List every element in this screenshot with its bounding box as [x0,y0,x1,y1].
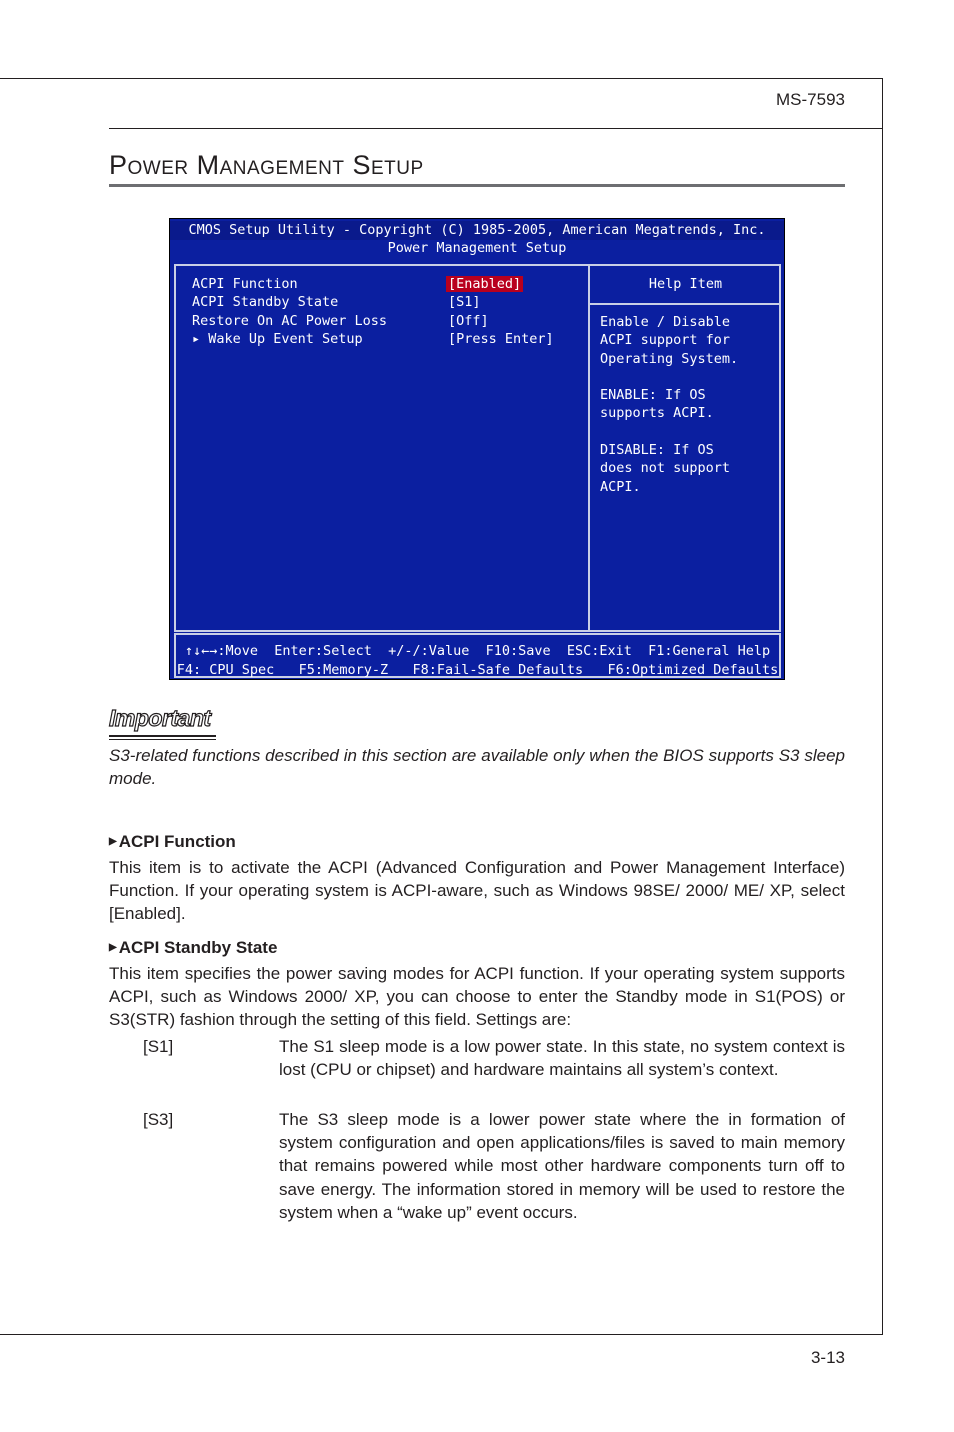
section-heading-acpi-standby-state [109,938,277,958]
bios-value-wake-up-event-setup[interactable]: [Press Enter] [448,331,554,347]
section-body-acpi-function: This item is to activate the ACPI (Advanced Configuration and Power Management Interface) Function. If your operating system is ACPI-aware, such as Windows 98SE/ 2000/ ME/ XP, select [Enabled]. [109,858,845,924]
bios-help-title: Help Item [648,276,723,292]
important-underline-2 [109,739,216,740]
title-underline [109,184,845,187]
section-heading-label: ACPI Function [118,832,236,851]
bios-value-acpi-function[interactable]: [Enabled] [448,276,522,292]
important-heading: Important [109,705,211,731]
setting-key-s3: [S3] [143,1110,174,1129]
triangle-bullet-icon: ▶ [109,942,117,953]
bios-item-wake-up-event-setup[interactable]: ▸ Wake Up Event Setup [192,331,363,347]
bios-footer-keys-line1: ↑↓←→:Move Enter:Select +/-/:Value F10:Save ESC:Exit F1:General Help [184,643,771,659]
setting-key-s1: [S1] [143,1037,174,1056]
bios-header-copyright: CMOS Setup Utility - Copyright (C) 1985-2005, American Megatrends, Inc. [170,221,784,240]
section-heading-label: ACPI Standby State [118,938,278,957]
bios-screen [169,218,785,680]
bios-item-restore-ac-power-loss[interactable]: Restore On AC Power Loss [192,313,388,329]
page-number: 3-13 [810,1348,845,1367]
bios-item-acpi-standby-state[interactable]: ACPI Standby State [192,294,339,310]
right-rule [882,78,883,1334]
bios-help-divider [588,266,590,630]
setting-desc-s3: The S3 sleep mode is a lower power state where the in formation of system configuration and open applications/files is saved to main memory that remains powered while most other hardware components turn off to save energy. The information stored in memory will be used to restore the system when a “wake up” event occurs. [279,1110,845,1222]
bios-item-acpi-function[interactable]: ACPI Function [192,276,298,292]
setting-desc-s1: The S1 sleep mode is a low power state. In this state, no system context is lost (CPU or chipset) and hardware maintains all system’s context. [279,1037,845,1080]
section-heading-acpi-function [109,832,236,852]
bottom-rule [0,1334,883,1335]
top-rule [0,78,883,79]
bios-footer-panel [174,633,781,678]
important-note: S3-related functions described in this section are available only when the BIOS supports S3 sleep mode. [109,746,845,788]
bios-footer-keys-line2: F4: CPU Spec F5:Memory-Z F8:Fail-Safe Defaults F6:Optimized Defaults [176,662,779,678]
bios-header-page: Power Management Setup [387,240,567,256]
bios-value-acpi-standby-state[interactable]: [S1] [448,294,481,310]
header-rule [109,128,883,129]
model-number: MS-7593 [776,90,845,109]
section-title: Power Management Setup [109,150,424,180]
bios-help-separator [590,303,781,305]
bios-value-restore-ac-power-loss[interactable]: [Off] [448,313,489,329]
triangle-bullet-icon: ▶ [109,836,117,847]
section-body-acpi-standby-state: This item specifies the power saving modes for ACPI function. If your operating system supports ACPI, such as Windows 2000/ XP, you can choose to enter the Standby mode in S1(POS) or S3(STR) fashion through the setting of this field. Settings are: [109,964,845,1030]
important-underline [109,735,216,737]
bios-help-text: Enable / Disable ACPI support for Operating System. ENABLE: If OS supports ACPI. DISABLE: If OS does not support ACPI. [600,314,739,495]
